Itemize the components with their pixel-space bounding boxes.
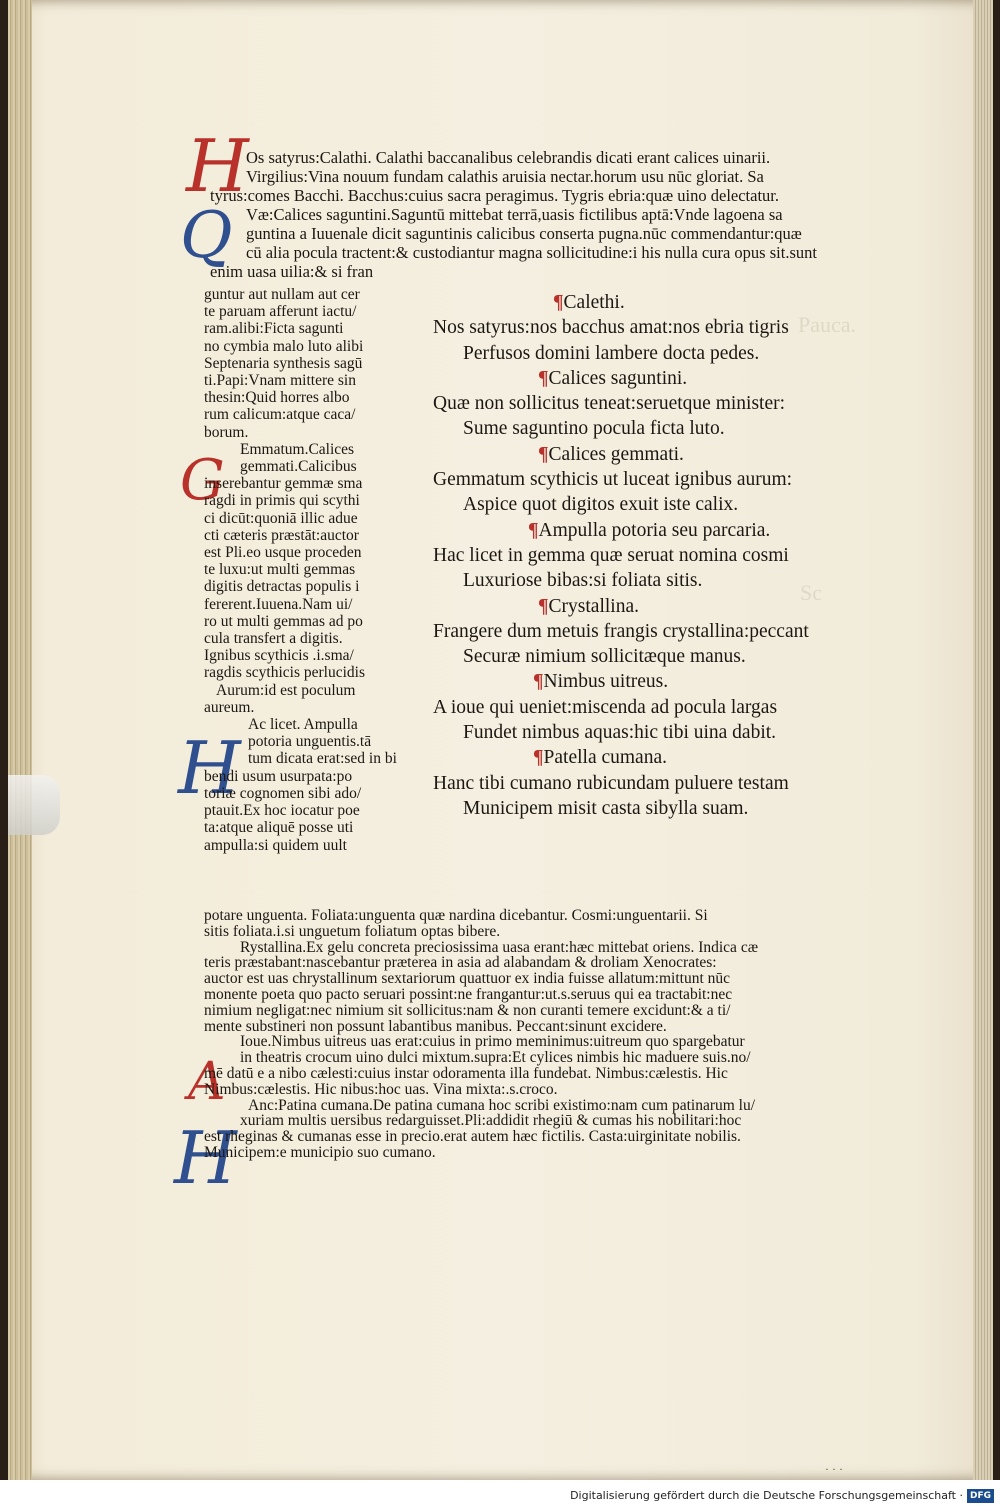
- text-line: te luxu:ut multi gemmas: [204, 561, 356, 579]
- footer-text: Digitalisierung gefördert durch die Deutsche Forschungsgemeinschaft ·: [570, 1489, 963, 1502]
- text-line: ro ut multi gemmas ad po: [204, 612, 363, 630]
- verse-line: Perfusos domini lambere docta pedes.: [463, 342, 760, 364]
- text-line: Virgilius:Vina nouum fundam calathis aruisia nectar.horum usu nūc gloriat. Sa: [246, 167, 764, 186]
- text-line: Nimbus:cælestis. Hic nibus:hoc uas. Vina mixta:.s.croco.: [204, 1080, 558, 1098]
- page-marks: · · ·: [825, 1462, 843, 1476]
- verse-line: Gemmatum scythicis ut luceat ignibus aurum:: [433, 469, 793, 491]
- page-stack-right-edge: [973, 0, 993, 1480]
- text-line: potare unguenta. Foliata:unguenta quæ nardina dicebantur. Cosmi:unguentarii. Si: [204, 907, 708, 924]
- text-line: ragdi in primis qui scythi: [204, 492, 360, 510]
- initial-g-red: G: [180, 448, 225, 513]
- text-line: mente substineri non possunt labantibus manibus. Peccant:sinunt excidere.: [204, 1017, 667, 1035]
- text-line: toriæ cognomen sibi ado/: [204, 784, 362, 802]
- initial-a-red: A: [188, 1052, 226, 1112]
- text-line: Septenaria synthesis sagū: [204, 354, 363, 372]
- text-line: auctor est uas chrystallinum sextariorum quattuor ex india fuisse allatum:mittunt nūc: [204, 970, 731, 988]
- text-line: no cymbia malo luto alibi: [204, 337, 364, 355]
- text-line: guntur aut nullam aut cer: [204, 286, 360, 303]
- verse-heading: ¶Calices saguntini.: [538, 367, 688, 389]
- text-line: gemmati.Calicibus: [240, 458, 357, 476]
- verse-line: Quæ non sollicitus teneat:seruetque minister:: [433, 393, 786, 415]
- text-line: Ignibus scythicis .i.sma/: [204, 647, 354, 665]
- verse-heading: ¶Crystallina.: [538, 595, 639, 617]
- text-line: enim uasa uilia:& si fran: [210, 262, 374, 281]
- text-line: sitis foliata.i.si unguetum foliatum optas bibere.: [204, 922, 501, 940]
- verse-heading: ¶Ampulla potoria seu parcaria.: [528, 519, 771, 541]
- text-line: Væ:Calices saguntini.Saguntū mittebat terrā,uasis fictilibus aptā:Vnde lagoena sa: [246, 205, 783, 224]
- text-line: Ac licet. Ampulla: [248, 716, 358, 734]
- verse-column: [433, 290, 809, 821]
- verse-heading: ¶Nimbus uitreus.: [533, 671, 669, 693]
- verse-line: Fundet nimbus aquas:hic tibi uina dabit.: [463, 722, 777, 744]
- text-line: tum dicata erat:sed in bi: [248, 750, 397, 768]
- initial-q-blue: Q: [180, 199, 233, 273]
- rubric-mark: ¶: [538, 443, 549, 465]
- text-line: thesin:Quid horres albo: [204, 389, 350, 407]
- text-line: potoria unguentis.tā: [248, 733, 372, 751]
- verse-line: Securæ nimium sollicitæque manus.: [463, 646, 746, 668]
- text-line: ram.alibi:Ficta sagunti: [204, 320, 344, 338]
- verse-line: Luxuriose bibas:si foliata sitis.: [463, 570, 703, 592]
- text-line: te paruam afferunt iactu/: [204, 303, 357, 321]
- text-line: Municipem:e municipio suo cumano.: [204, 1143, 436, 1161]
- verse-line: Hac licet in gemma quæ seruat nomina cosmi: [433, 544, 789, 566]
- verse-line: Hanc tibi cumano rubicundam puluere testam: [433, 772, 789, 794]
- initial-h-red: H: [186, 124, 249, 208]
- text-line: Anc:Patina cumana.De patina cumana hoc scribi existimo:nam cum patinarum lu/: [248, 1096, 756, 1114]
- show-through: Pauca.: [798, 312, 857, 337]
- text-line: in theatris crocum uino dulci mixtum.supra:Et cylices nimbis hic maduere suis.no/: [240, 1049, 751, 1067]
- verse-line: Municipem misit casta sibylla suam.: [463, 797, 749, 819]
- verse-line: Aspice quot digitos exuit iste calix.: [463, 494, 739, 516]
- text-line: aureum.: [204, 698, 255, 716]
- text-line: guntina a Iuuenale dicit saguntinis calicibus conserta pugna.nūc commendantur:quæ: [246, 224, 802, 243]
- verse-line: Sume saguntino pocula ficta luto.: [463, 418, 725, 440]
- text-line: est Pli.eo usque proceden: [204, 544, 362, 562]
- verse-heading: ¶Patella cumana.: [533, 747, 667, 769]
- text-line: digitis detractas populis i: [204, 578, 360, 596]
- commentary-bottom: [204, 908, 758, 1161]
- text-line: mē datū e a nibo cælesti:cuius instar odoramenta illa fundebat. Nimbus:cælestis. Hic: [204, 1064, 728, 1082]
- rubric-mark: ¶: [528, 519, 539, 541]
- show-through: Sc: [800, 580, 822, 605]
- rubric-mark: ¶: [533, 671, 544, 693]
- text-line: bendi usum usurpata:po: [204, 767, 353, 785]
- commentary-top: [210, 148, 817, 281]
- text-line: ptauit.Ex hoc iocatur poe: [204, 802, 360, 820]
- verse-line: Frangere dum metuis frangis crystallina:peccant: [433, 620, 809, 642]
- rubric-mark: ¶: [533, 747, 544, 769]
- text-line: borum.: [204, 423, 249, 441]
- text-line: ampulla:si quidem uult: [204, 836, 347, 854]
- verse-line: A ioue qui ueniet:miscenda ad pocula largas: [433, 696, 778, 718]
- book-clip: [8, 775, 60, 835]
- text-line: ragdis scythicis perlucidis: [204, 664, 365, 682]
- rubric-mark: ¶: [538, 367, 549, 389]
- verse-heading: ¶Calices gemmati.: [538, 443, 684, 465]
- text-line: teris præstabant:nascebantur præterea in asia ad alabandam & droliam Xenocrates:: [204, 954, 717, 972]
- verse-line: Nos satyrus:nos bacchus amat:nos ebria tigris: [433, 317, 789, 339]
- text-line: cula transfert a digitis.: [204, 630, 343, 648]
- text-line: nimium negligat:nec nimium sit sollicitus:nam & non curanti temere excidunt:& a ti/: [204, 1001, 731, 1019]
- initial-h-blue-2: H: [174, 1116, 237, 1200]
- initial-h-blue: H: [178, 726, 241, 810]
- text-line: Ioue.Nimbus uitreus uas erat:cuius in primo meminimus:uitreum quo spargebatur: [240, 1033, 745, 1051]
- text-line: inserebantur gemmæ sma: [204, 475, 363, 493]
- dfg-logo: DFG: [967, 1489, 994, 1503]
- page-stack-left-edge: [8, 0, 32, 1480]
- text-line: ta:atque aliquē posse uti: [204, 819, 354, 837]
- text-line: fererent.Iuuena.Nam ui/: [204, 595, 353, 613]
- text-line: cū alia pocula tractent:& custodiantur magna sollicitudine:i his nulla cura opus sit.sunt: [246, 243, 817, 262]
- text-line: ti.Papi:Vnam mittere sin: [204, 372, 356, 390]
- text-line: Aurum:id est poculum: [216, 681, 356, 699]
- commentary-left-column: [204, 286, 397, 854]
- text-line: est rheginas & cumanas esse in precio.erat autem hæc fictilis. Casta:uirginitate nobilis.: [204, 1128, 741, 1146]
- text-line: Os satyrus:Calathi. Calathi baccanalibus celebrandis dicati erant calices uinarii.: [246, 148, 771, 167]
- rubric-mark: ¶: [538, 595, 549, 617]
- text-line: Rystallina.Ex gelu concreta preciosissima uasa erant:hæc mittebat oriens. Indica cæ: [240, 938, 759, 956]
- text-line: Emmatum.Calices: [240, 440, 355, 458]
- text-line: cti cæteris præstāt:auctor: [204, 526, 359, 544]
- text-line: tyrus:comes Bacchi. Bacchus:cuius sacra peragimus. Tygris ebria:quæ uino delectatur.: [210, 186, 780, 205]
- verse-heading: ¶Calethi.: [553, 292, 625, 313]
- text-line: xuriam multis uersibus redarguisset.Pli:addidit rhegiū & cumas his nobilitari:hoc: [240, 1112, 742, 1130]
- book-page: [8, 0, 993, 1480]
- rubric-mark: ¶: [553, 292, 564, 313]
- text-line: ci dicūt:quoniā illic adue: [204, 509, 358, 527]
- text-line: rum calicum:atque caca/: [204, 406, 356, 424]
- digitization-footer: [0, 1480, 1000, 1511]
- text-line: monente poeta quo pacto seruari possint:ne frangantur:ut.s.seruus qui ea tractabit:nec: [204, 985, 733, 1003]
